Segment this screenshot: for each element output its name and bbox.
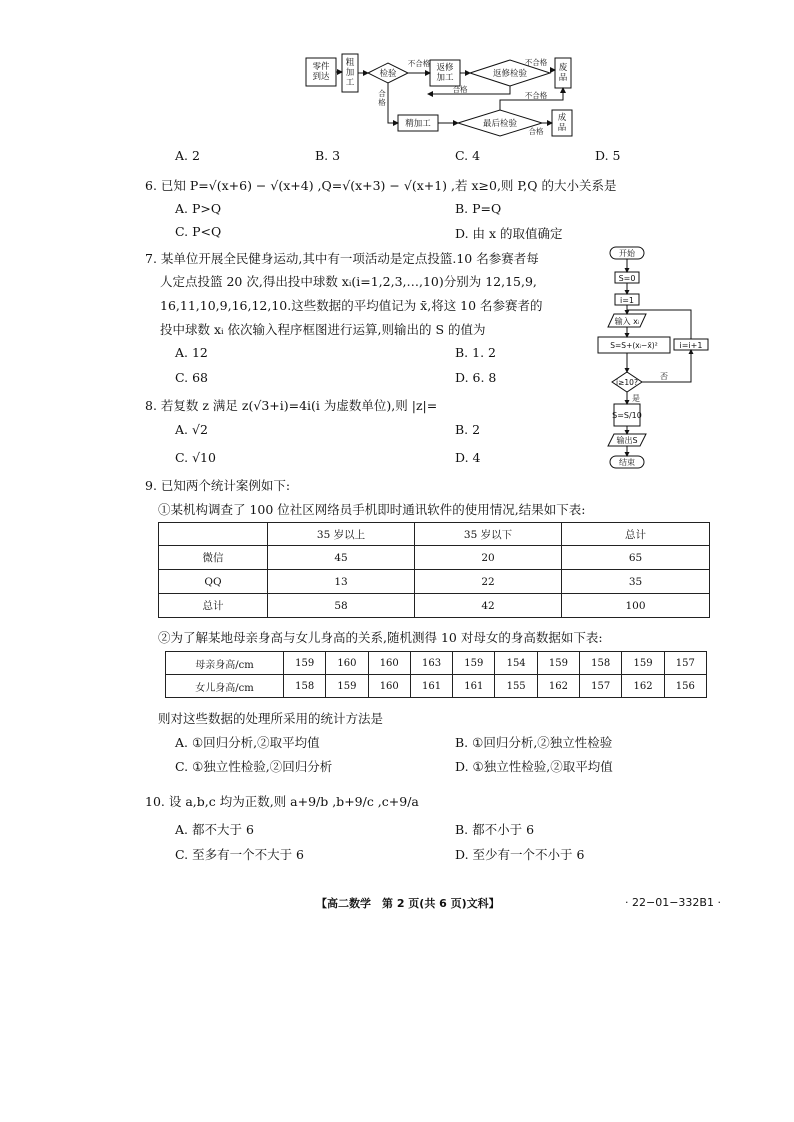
table1-header: 总计 (562, 523, 710, 546)
table1-cell: 45 (268, 546, 415, 570)
q8-stem: 8. 若复数 z 满足 z(√3+i)=4i(i 为虚数单位),则 |z|= (145, 398, 438, 413)
q6-option-b: B. P=Q (455, 201, 502, 216)
q9-question: 则对这些数据的处理所采用的统计方法是 (158, 711, 384, 726)
node-product: 成品 (557, 113, 567, 133)
q7-option-d: D. 6. 8 (455, 370, 497, 385)
table2-cell: 158 (580, 652, 622, 675)
table2-cell: 161 (410, 675, 452, 698)
node-arrive: 零件到达 (312, 62, 330, 82)
table1-cell: 22 (415, 570, 562, 594)
label-fail-2: 不合格 (524, 58, 548, 67)
table2-cell: 154 (495, 652, 537, 675)
q9-option-b: B. ①回归分析,②独立性检验 (455, 735, 613, 750)
flow-output: 输出S (616, 436, 638, 445)
flow-i1: i=1 (619, 296, 635, 305)
q8-option-d: D. 4 (455, 450, 481, 465)
q8-option-b: B. 2 (455, 422, 481, 437)
table1-header: 35 岁以下 (415, 523, 562, 546)
table1-cell: 58 (268, 594, 415, 618)
flow-no: 否 (660, 372, 668, 381)
q5-option-b: B. 3 (315, 148, 341, 163)
flow-inc: i=i+1 (679, 341, 703, 350)
label-pass-3: 合格 (528, 127, 544, 136)
q5-option-a: A. 2 (175, 148, 200, 163)
node-final: 最后检验 (482, 119, 518, 129)
q6-option-c: C. P<Q (175, 224, 222, 239)
node-rework-inspect: 返修检验 (492, 69, 528, 79)
q8-option-c: C. √10 (175, 450, 216, 465)
table2-cell: 157 (580, 675, 622, 698)
q6-option-a: A. P>Q (175, 201, 222, 216)
table2-cell: 158 (284, 675, 326, 698)
q7-line-1: 7. 某单位开展全民健身运动,其中有一项活动是定点投篮.10 名参赛者每 (145, 251, 539, 266)
flow-s0: S=0 (618, 274, 636, 283)
q7-option-a: A. 12 (175, 345, 208, 360)
table1-cell: QQ (159, 570, 268, 594)
q10-option-d: D. 至少有一个不小于 6 (455, 847, 585, 862)
table1-header: 35 岁以上 (268, 523, 415, 546)
node-rough: 粗加工 (345, 58, 355, 88)
label-pass-2: 合格 (452, 85, 468, 94)
table2-cell: 159 (453, 652, 495, 675)
flow-update: S=S+(xᵢ−x̄)² (610, 341, 658, 350)
table2-cell: 159 (284, 652, 326, 675)
flow-start: 开始 (619, 249, 635, 258)
page-footer: 【高二数学 第 2 页(共 6 页)文科】 (316, 897, 500, 910)
q7-line-2: 人定点投篮 20 次,得出投中球数 xᵢ(i=1,2,3,…,10)分别为 12,15,9, (160, 274, 537, 289)
table1-cell: 100 (562, 594, 710, 618)
table2-cell: 161 (453, 675, 495, 698)
flow-input: 输入 xᵢ (614, 317, 640, 326)
process-flowchart (300, 48, 590, 144)
q5-option-c: C. 4 (455, 148, 481, 163)
table2-cell: 160 (368, 675, 410, 698)
table1-cell: 65 (562, 546, 710, 570)
table1-cell: 42 (415, 594, 562, 618)
table2-cell: 159 (622, 652, 664, 675)
table-heights (165, 651, 707, 698)
q9-option-d: D. ①独立性检验,②取平均值 (455, 759, 613, 774)
table2-cell: 162 (537, 675, 579, 698)
q9-option-c: C. ①独立性检验,②回归分析 (175, 759, 333, 774)
flow-cond: i≥10? (616, 378, 638, 387)
label-fail-1: 不合格 (407, 59, 431, 68)
table1-cell: 13 (268, 570, 415, 594)
table2-cell: 157 (664, 652, 706, 675)
node-scrap: 废品 (558, 63, 568, 83)
q10-option-c: C. 至多有一个不大于 6 (175, 847, 304, 862)
table2-cell: 160 (326, 652, 368, 675)
node-fine: 精加工 (405, 119, 431, 129)
q7-option-c: C. 68 (175, 370, 208, 385)
table1-cell: 20 (415, 546, 562, 570)
table2-cell: 155 (495, 675, 537, 698)
node-rework: 返修加工 (436, 63, 454, 83)
flow-end: 结束 (619, 458, 635, 467)
q6-stem: 6. 已知 P=√(x+6) − √(x+4) ,Q=√(x+3) − √(x+1) ,若 x≥0,则 P,Q 的大小关系是 (145, 178, 617, 193)
q8-option-a: A. √2 (175, 422, 208, 437)
q9-case1: ①某机构调查了 100 位社区网络员手机即时通讯软件的使用情况,结果如下表: (158, 502, 586, 517)
table2-cell: 160 (368, 652, 410, 675)
table2-cell: 162 (622, 675, 664, 698)
table2-cell: 156 (664, 675, 706, 698)
table2-cell: 163 (410, 652, 452, 675)
q10-option-b: B. 都不小于 6 (455, 822, 535, 837)
q9-case2: ②为了解某地母亲身高与女儿身高的关系,随机测得 10 对母女的身高数据如下表: (158, 630, 603, 645)
table2-cell: 女儿身高/cm (166, 675, 284, 698)
table2-cell: 159 (537, 652, 579, 675)
table1-header (159, 523, 268, 546)
flow-div: S=S/10 (612, 411, 642, 420)
q7-line-4: 投中球数 xᵢ 依次输入程序框图进行运算,则输出的 S 的值为 (160, 322, 486, 337)
label-fail-3: 不合格 (524, 91, 548, 100)
node-inspect: 检验 (379, 69, 397, 79)
q10-option-a: A. 都不大于 6 (175, 822, 254, 837)
table2-cell: 159 (326, 675, 368, 698)
q7-option-b: B. 1. 2 (455, 345, 496, 360)
table2-cell: 母亲身高/cm (166, 652, 284, 675)
program-flowchart (592, 244, 712, 474)
label-pass-1: 合格 (378, 89, 386, 107)
page-code: · 22−01−332B1 · (625, 896, 721, 909)
table1-cell: 微信 (159, 546, 268, 570)
q5-option-d: D. 5 (595, 148, 621, 163)
q10-stem: 10. 设 a,b,c 均为正数,则 a+9/b ,b+9/c ,c+9/a (145, 794, 419, 809)
table1-cell: 总计 (159, 594, 268, 618)
q9-option-a: A. ①回归分析,②取平均值 (175, 735, 320, 750)
table-messaging (158, 522, 710, 618)
table1-cell: 35 (562, 570, 710, 594)
q9-stem: 9. 已知两个统计案例如下: (145, 478, 291, 493)
q6-option-d: D. 由 x 的取值确定 (455, 226, 563, 241)
q7-line-3: 16,11,10,9,16,12,10.这些数据的平均值记为 x̄,将这 10 名参赛者的 (160, 298, 543, 313)
flow-yes: 是 (632, 394, 640, 403)
